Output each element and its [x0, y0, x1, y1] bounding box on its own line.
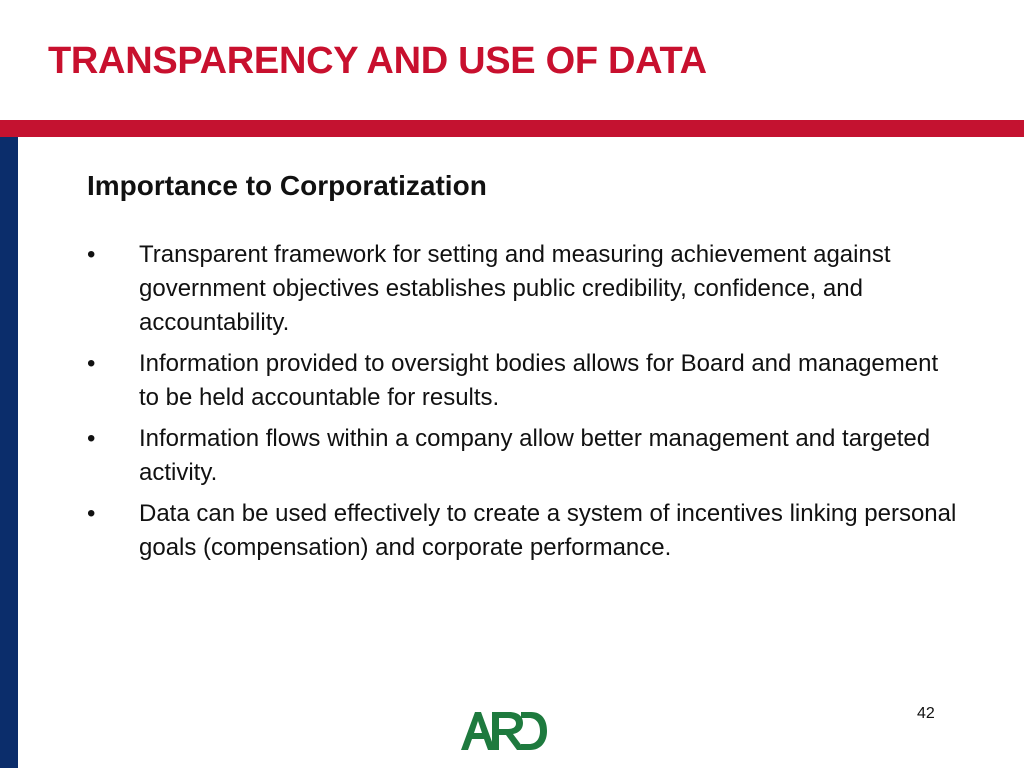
bullet-text: Information flows within a company allow better management and targeted activity. [139, 425, 931, 486]
bullet-text: Transparent framework for setting and measuring achievement against government objectives establishes public credibility, confidence, and accountability. [139, 241, 891, 336]
bullet-list [87, 238, 957, 572]
bullet-mark: • [87, 500, 96, 527]
bullet-item [87, 238, 957, 340]
bullet-item [87, 347, 957, 415]
bullet-item [87, 422, 957, 490]
bullet-mark: • [87, 425, 96, 452]
bullet-text: Data can be used effectively to create a system of incentives linking personal goals (compensation) and corporate performance. [139, 500, 957, 561]
ard-logo-icon [459, 708, 549, 752]
side-accent-bar [0, 137, 18, 768]
slide-subtitle: Importance to Corporatization [87, 170, 487, 201]
bullet-mark: • [87, 241, 96, 268]
page-number: 42 [917, 705, 935, 722]
slide-title: TRANSPARENCY AND USE OF DATA [48, 40, 707, 82]
bullet-mark: • [87, 350, 96, 377]
bullet-text: Information provided to oversight bodies allows for Board and management to be held accountable for results. [139, 350, 939, 411]
bullet-item [87, 497, 957, 565]
header-divider-bar [0, 120, 1024, 137]
